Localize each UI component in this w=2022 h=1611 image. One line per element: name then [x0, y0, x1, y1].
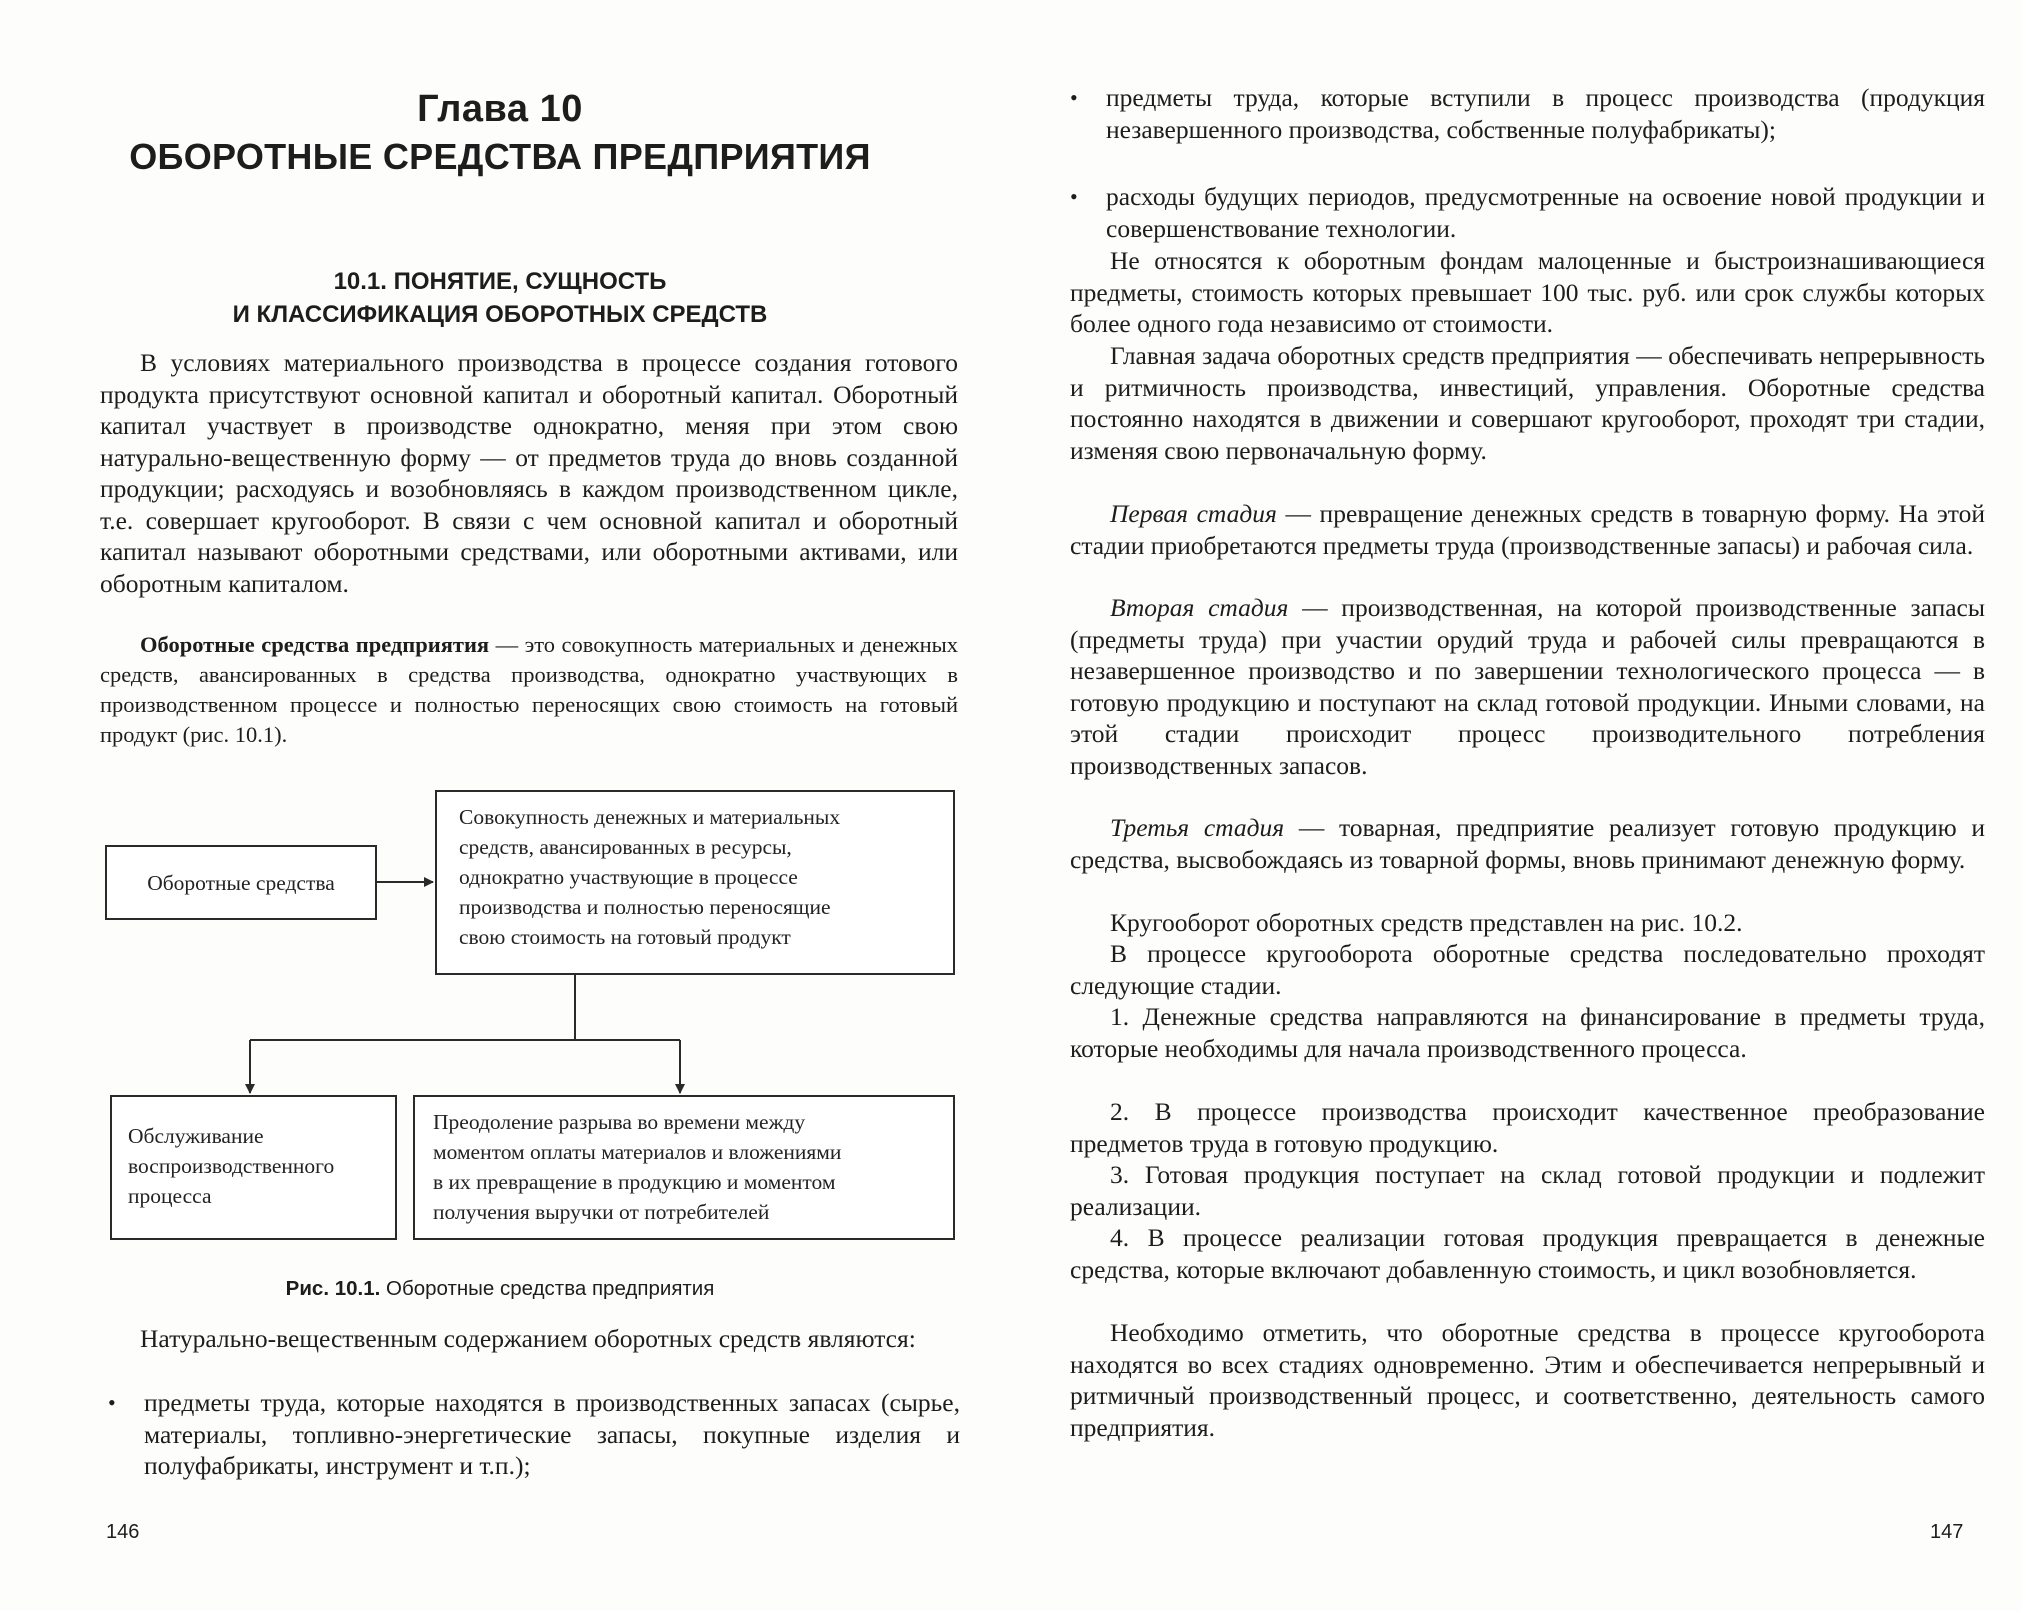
stage-3-paragraph [1070, 812, 1985, 875]
definition-term: Оборотные средства предприятия [140, 632, 490, 657]
bullet-icon: • [1070, 85, 1078, 110]
diagram-box-gap [413, 1095, 955, 1240]
main-task-paragraph: Главная задача оборотных средств предприятия — обеспечивать непрерывность и ритмичность производства, инвестиций, управления. Оборотные средства постоянно находятся в движении и совершают кругооборот, проходят три стадии, изменяя свою первоначальную форму. [1070, 341, 1985, 465]
conclusion-paragraph: Необходимо отметить, что оборотные средства в процессе кругооборота находятся во всех стадиях одновременно. Этим и обеспечивается непрерывный и ритмичный производственный процесс, и соответственно, деятельность самого предприятия. [1070, 1318, 1985, 1442]
step-2-paragraph: 2. В процессе производства происходит качественное преобразование предметов труда в готовую продукцию. [1070, 1097, 1985, 1158]
working-capital-diagram [100, 790, 960, 1240]
cycle-reference-paragraph: Кругооборот оборотных средств представлен на рис. 10.2. [1110, 908, 1743, 937]
bullet-text: предметы труда, которые вступили в процесс производства (продукция незавершенного производства, собственные полуфабрикаты); [1106, 83, 1985, 144]
intro-paragraph: В условиях материального производства в процессе создания готового продукта присутствуют основной капитал и оборотный капитал. Оборотный капитал участвует в производстве однократно, меняя при этом свою натурально-вещественную форму — от предметов труда до вновь созданной продукции; расходуясь и возобновляясь в каждом производственном цикле, т.е. совершает кругооборот. В связи с чем основной капитал и оборотный капитал называют оборотными средствами, или оборотными активами, или оборотным капиталом. [100, 348, 958, 598]
bullet-text: предметы труда, которые находятся в производственных запасах (сырье, материалы, топливно-энергетические запасы, покупные изделия и полуфабрикаты, инструмент и т.п.); [144, 1388, 960, 1480]
definition-paragraph [100, 630, 958, 750]
bullet-icon: • [1070, 184, 1078, 209]
stage-2-label: Вторая стадия [1110, 593, 1289, 622]
box-line: производства и полностью переносящие [459, 895, 831, 919]
diagram-box-service [110, 1095, 397, 1240]
right-page [1050, 0, 2000, 1611]
stage-1-label: Первая стадия [1110, 499, 1277, 528]
diagram-box-definition [435, 790, 955, 975]
chapter-number: Глава 10 [417, 88, 583, 130]
stage-3-text: — товарная, предприятие реализует готовую продукцию и средства, высвобождаясь из товарной формы, вновь принимают денежную форму. [1070, 813, 1986, 874]
bullet-text: расходы будущих периодов, предусмотренные на освоение новой продукции и совершенствование технологии. [1106, 182, 1985, 243]
page-number: 146 [106, 1521, 140, 1543]
box-line: Обслуживание [128, 1124, 264, 1148]
box-line: средств, авансированных в ресурсы, [459, 835, 792, 859]
stage-2-paragraph [1070, 592, 1985, 781]
stage-3-label: Третья стадия [1110, 813, 1285, 842]
box-line: свою стоимость на готовый продукт [459, 925, 791, 949]
section-title-line: И КЛАССИФИКАЦИЯ ОБОРОТНЫХ СРЕДСТВ [232, 301, 768, 328]
box-line: однократно участвующие в процессе [459, 865, 798, 889]
figure-caption [0, 1277, 1000, 1301]
step-4-paragraph: 4. В процессе реализации готовая продукция превращается в денежные средства, которые включают добавленную стоимость, и цикл возобновляется. [1070, 1223, 1985, 1284]
step-1-paragraph: 1. Денежные средства направляются на финансирование в предметы труда, которые необходимы для начала производственного процесса. [1070, 1002, 1985, 1063]
box-line: моментом оплаты материалов и вложениями [433, 1140, 842, 1164]
box-line: процесса [128, 1184, 212, 1208]
bullet-icon: • [108, 1390, 116, 1415]
left-page [0, 0, 1000, 1611]
page-number: 147 [1930, 1521, 1964, 1543]
caption-text: Оборотные средства предприятия [380, 1277, 715, 1300]
content-paragraph: Натурально-вещественным содержанием оборотных средств являются: [140, 1324, 916, 1353]
stage-2-text: — производственная, на которой производственные запасы (предметы труда) при участии орудий труда и рабочей силы превращаются в незавершенное производство и по завершении технологического процесса — в готовую продукцию и поступают на склад готовой продукции. Иными словами, на этой стадии происходит процесс производительного потребления производственных запасов. [1070, 593, 1985, 780]
chapter-title: ОБОРОТНЫЕ СРЕДСТВА ПРЕДПРИЯТИЯ [129, 136, 871, 177]
box-line: в их превращение в продукцию и моментом [433, 1170, 836, 1194]
box-line: Преодоление разрыва во времени между [433, 1110, 806, 1134]
box-line: Совокупность денежных и материальных [459, 805, 841, 829]
step-3-paragraph: 3. Готовая продукция поступает на склад готовой продукции и подлежит реализации. [1070, 1160, 1985, 1221]
diagram-box-working-capital: Оборотные средства [105, 845, 377, 920]
exclusion-paragraph: Не относятся к оборотным фондам малоценные и быстроизнашивающиеся предметы, стоимость которых превышает 100 тыс. руб. или срок службы которых более одного года независимо от стоимости. [1070, 246, 1985, 338]
stages-intro-paragraph: В процессе кругооборота оборотные средства последовательно проходят следующие стадии. [1070, 939, 1985, 1000]
section-title [0, 265, 1000, 331]
section-title-line: 10.1. ПОНЯТИЕ, СУЩНОСТЬ [333, 268, 667, 295]
caption-label: Рис. 10.1. [285, 1277, 381, 1300]
box-line: воспроизводственного [128, 1154, 335, 1178]
definition-text: — это совокупность материальных и денежных средств, авансированных в средства производства, однократно участвующих в производственном процессе и полностью переносящих свою стоимость на готовый продукт (рис. 10.1). [100, 632, 958, 747]
stage-1-text: — превращение денежных средств в товарную форму. На этой стадии приобретаются предметы труда (производственные запасы) и рабочая сила. [1070, 499, 1985, 560]
box-line: получения выручки от потребителей [433, 1200, 770, 1224]
stage-1-paragraph [1070, 498, 1985, 561]
